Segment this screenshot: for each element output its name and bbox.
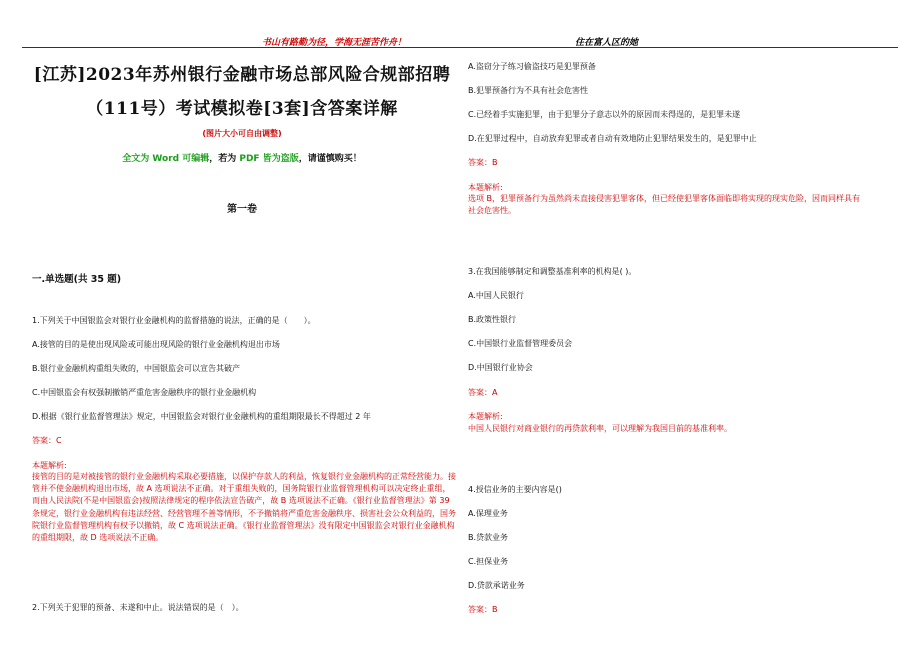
- editable-note-b: ，若为: [209, 154, 240, 164]
- q1-option-a: A.接管的目的是使出现风险或可能出现风险的银行业金融机构退出市场: [32, 340, 280, 349]
- part-title: 一.单选题(共 35 题): [32, 274, 122, 285]
- q1-stem: 1.下列关于中国银监会对银行业金融机构的监督措施的说法，正确的是（ ）。: [32, 316, 316, 325]
- q2-option-d: D.在犯罪过程中，自动放弃犯罪或者自动有效地防止犯罪结果发生的，是犯罪中止: [468, 134, 757, 143]
- editable-note-a: 全文为 Word 可编辑: [122, 154, 210, 164]
- q1-option-c: C.中国银监会有权强制撤销严重危害金融秩序的银行业金融机构: [32, 388, 257, 397]
- q4-option-d: D.贷款承诺业务: [468, 581, 525, 590]
- q3-option-d: D.中国银行业协会: [468, 363, 533, 372]
- q3-option-c: C.中国银行业监督管理委员会: [468, 339, 573, 348]
- q3-stem: 3.在我国能够制定和调整基准利率的机构是( )。: [468, 267, 637, 276]
- q4-option-a: A.保理业务: [468, 509, 508, 518]
- header-motto: 书山有路勤为径，学海无涯苦作舟！: [262, 38, 407, 48]
- q2-answer: 答案：B: [468, 158, 498, 167]
- header-right-text: 住在富人区的她: [575, 38, 639, 48]
- q2-option-a: A.盗窃分子练习偷盗技巧是犯罪预备: [468, 62, 596, 71]
- q4-option-c: C.担保业务: [468, 557, 509, 566]
- section-title: 第一卷: [227, 204, 257, 215]
- q3-analysis-label: 本题解析:: [468, 412, 503, 421]
- q2-option-c: C.已经着手实施犯罪，由于犯罪分子意志以外的原因而未得逞的，是犯罪未遂: [468, 110, 741, 119]
- editable-note-d: ，请谨慎购买！: [298, 154, 362, 164]
- q1-answer: 答案：C: [32, 436, 62, 445]
- q1-option-d: D.根据《银行业监督管理法》规定，中国银监会对银行业金融机构的重组期限最长不得超过 2 年: [32, 412, 371, 421]
- q4-option-b: B.贷款业务: [468, 533, 509, 542]
- q3-analysis-text: 中国人民银行对商业银行的再贷款利率，可以理解为我国目前的基准利率。: [468, 424, 732, 433]
- editable-note: [22, 151, 462, 164]
- image-size-note: (图片大小可自由调整): [202, 129, 282, 138]
- q2-analysis-text: 选项 B，犯罪预备行为虽然尚未直接侵害犯罪客体，但已经使犯罪客体面临即将实现的现实危险，因而同样具有社会危害性。: [468, 194, 861, 216]
- doc-title-line-2: （111号）考试模拟卷[3套]含答案详解: [86, 99, 398, 119]
- q3-answer: 答案：A: [468, 388, 498, 397]
- q2-analysis-label: 本题解析:: [468, 183, 503, 192]
- doc-title-line-1: [江苏]2023年苏州银行金融市场总部风险合规部招聘: [33, 65, 451, 85]
- q3-option-b: B.政策性银行: [468, 315, 517, 324]
- q2-stem: 2.下列关于犯罪的预备、未遂和中止。说法错误的是（ ）。: [32, 603, 244, 612]
- q1-analysis-label: 本题解析:: [32, 461, 67, 470]
- editable-note-c: PDF 皆为盗版: [239, 154, 299, 164]
- q1-analysis-text: 接管的目的是对被接管的银行业金融机构采取必要措施，以保护存款人的利益，恢复银行业金融机构的正常经营能力。接管并不使金融机构退出市场，故 A 选项说法不正确。对于重组失败的，国务院银行业监督管理机构可以决定终止重组，而由人民法院(不是中国银监会)按照法律规定的程序依法宣告破产，故 B 选项说法不正确。《银行业监督管理法》第 39 条规定，银行业金融机构有违法经营、经营管理不善等情形，不予撤销将严重危害金融秩序、损害社会公众利益的，国务院银行业监督管理机构有权予以撤销，故 C 选项说法正确。《银行业监督管理法》没有限定中国银监会对银行业金融机构的重组期限，故 D 选项说法不正确。: [32, 472, 456, 543]
- q4-answer: 答案：B: [468, 605, 498, 614]
- q1-option-b: B.银行业金融机构重组失败的，中国银监会可以宣告其破产: [32, 364, 241, 373]
- header-divider: [22, 47, 898, 48]
- q4-stem: 4.授信业务的主要内容是(): [468, 485, 562, 494]
- q3-option-a: A.中国人民银行: [468, 291, 524, 300]
- q2-option-b: B.犯罪预备行为不具有社会危害性: [468, 86, 589, 95]
